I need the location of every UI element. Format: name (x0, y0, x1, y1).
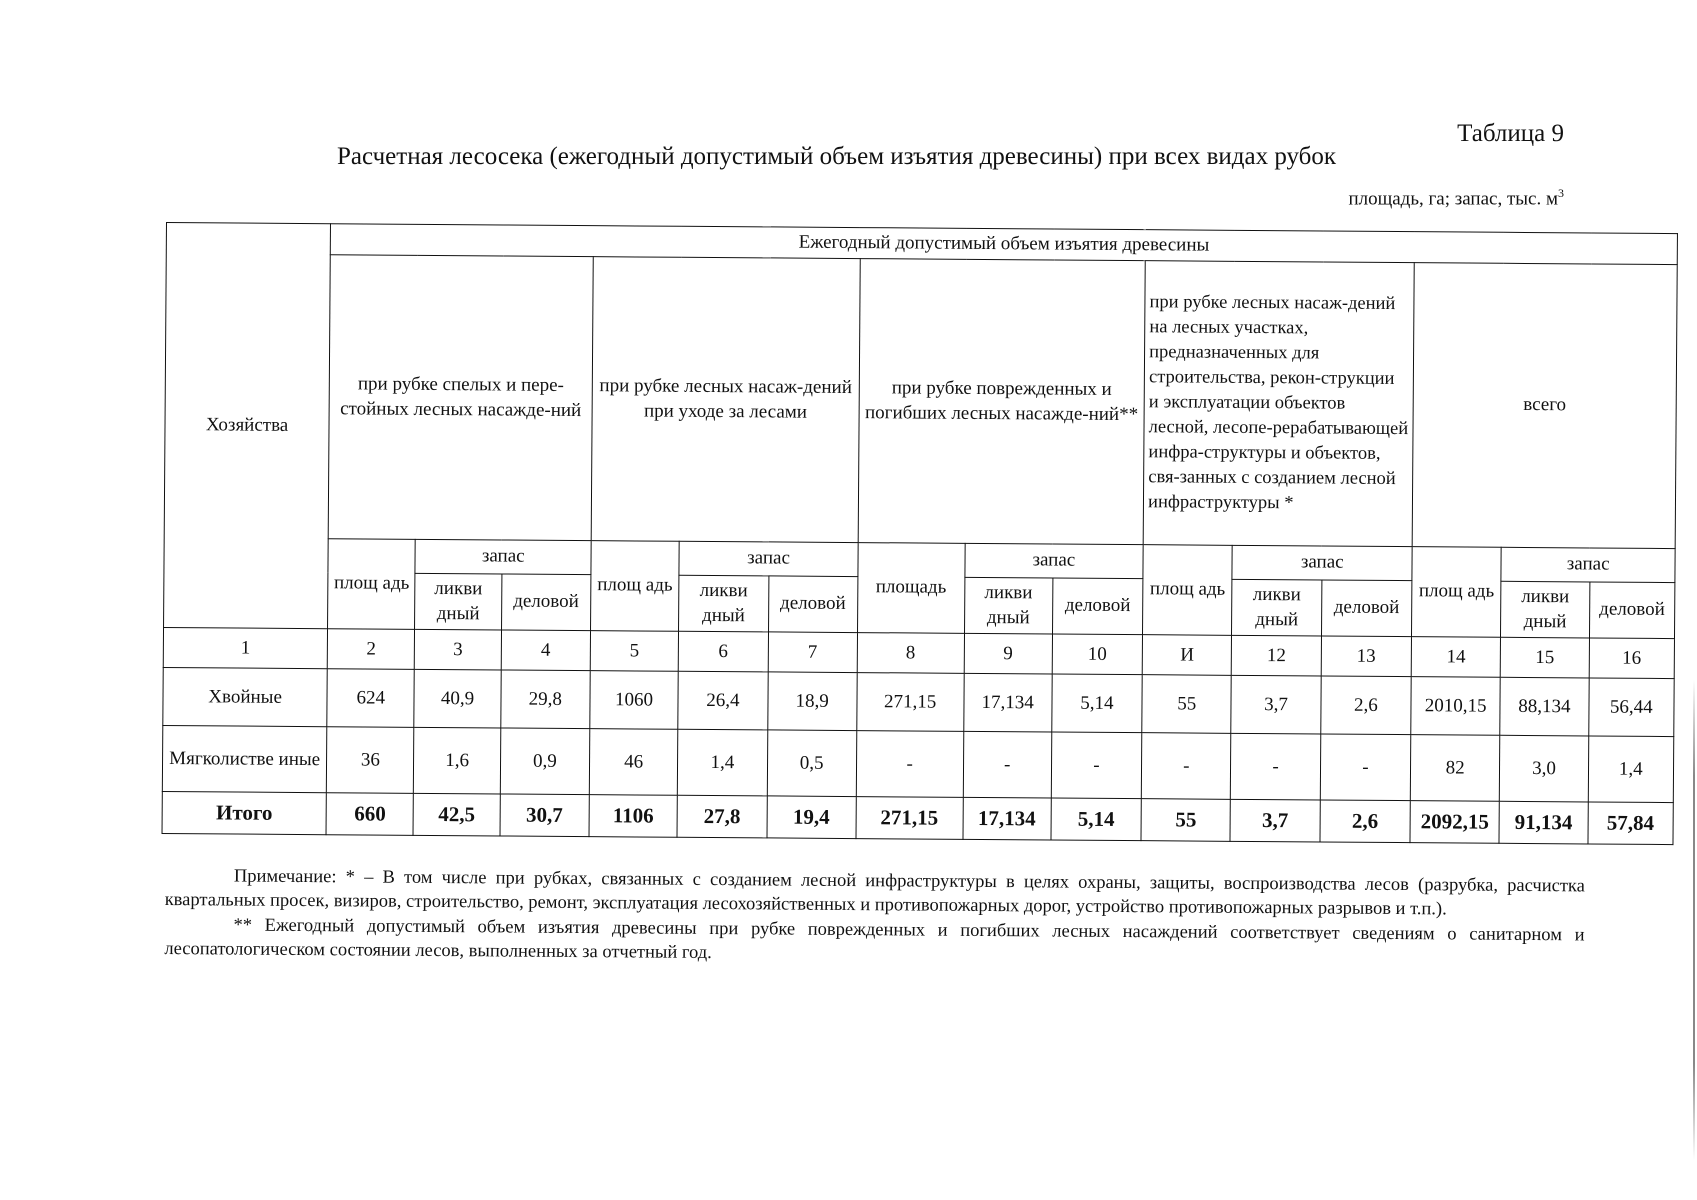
table-cell: 5,14 (1052, 674, 1143, 733)
header-area: площ адь (590, 540, 679, 631)
total-cell: 91,134 (1499, 801, 1588, 844)
notes-section (164, 864, 1585, 972)
total-cell: 17,134 (963, 797, 1052, 840)
table-cell: 46 (589, 729, 678, 796)
table-cell: - (1051, 732, 1142, 799)
header-commercial: деловой (1052, 578, 1143, 635)
header-liquid: ликви дный (679, 575, 769, 632)
header-liquid: ликви дный (1232, 579, 1322, 636)
column-number: 10 (1052, 634, 1143, 675)
header-commercial: деловой (1321, 580, 1412, 637)
total-cell: 57,84 (1588, 802, 1674, 845)
table-cell: 29,8 (500, 670, 590, 729)
column-number: 8 (857, 633, 964, 674)
table-row (162, 725, 1673, 802)
header-stock: запас (1232, 545, 1412, 580)
units-caption (1348, 186, 1564, 210)
header-area: площ адь (1412, 546, 1502, 637)
table-cell: 18,9 (767, 672, 857, 731)
total-cell: 3,7 (1230, 799, 1320, 842)
table-cell: 36 (327, 727, 415, 794)
column-number: 15 (1501, 637, 1590, 678)
table-cell: - (856, 730, 963, 797)
table-cell: 17,134 (963, 673, 1052, 732)
column-number: 2 (327, 629, 415, 670)
header-stock: запас (964, 543, 1143, 578)
header-commercial: деловой (501, 574, 591, 631)
table-cell: 3,7 (1231, 675, 1321, 734)
table-cell: 1,4 (1588, 736, 1674, 803)
table-cell: 82 (1410, 735, 1500, 802)
column-number: 6 (678, 631, 768, 672)
total-cell: 55 (1141, 799, 1231, 842)
row-label: Итого (162, 791, 327, 834)
table-cell: 2010,15 (1411, 677, 1501, 736)
column-number: 1 (163, 627, 328, 668)
total-cell: 660 (326, 793, 414, 836)
table-cell: 88,134 (1500, 677, 1589, 736)
table-cell: 55 (1142, 675, 1232, 734)
total-cell: 2092,15 (1410, 801, 1500, 844)
header-section-total: всего (1412, 262, 1677, 548)
header-stock: запас (679, 541, 858, 576)
table-cell: 0,9 (500, 728, 590, 795)
note-paragraph: ** Ежегодный допустимый объем изъятия древесины при рубке поврежденных и погибших лесных насаждений соответствует сведениям о санитарном и лесопатологическом состоянии лесов, выполненных за отчетный год. (164, 915, 1585, 964)
table-cell: 0,5 (767, 730, 857, 797)
column-number: 13 (1321, 636, 1412, 677)
table-cell: - (1320, 734, 1411, 801)
column-number: 5 (590, 631, 679, 672)
column-number: 12 (1232, 635, 1322, 676)
units-superscript: 3 (1558, 186, 1564, 200)
note-paragraph: Примечание: * – В том числе при рубках, связанных с созданием лесной инфраструктуры в целях охраны, защиты, воспроизводства лесов (разрубка, расчистка квартальных просек, визиров, строительство, ремонт, эксплуатация лесохозяйственных и противопожарных дорог, устройство противопожарных разрывов и т.п.). (164, 866, 1585, 920)
row-label: Мягколистве иные (162, 725, 327, 792)
header-area: площ адь (1143, 544, 1233, 635)
table-cell: 1060 (590, 671, 679, 730)
column-number: 3 (415, 629, 501, 670)
table-cell: 3,0 (1500, 735, 1589, 802)
allowable-cut-table (162, 222, 1678, 845)
table-cell: 56,44 (1588, 678, 1674, 737)
total-cell: 19,4 (767, 796, 857, 839)
table-cell: 1,6 (414, 727, 501, 794)
table-cell: - (963, 731, 1052, 798)
header-commercial: деловой (1589, 582, 1675, 639)
header-section-damaged: при рубке поврежденных и погибших лесных насажде-ний** (858, 258, 1145, 544)
header-commercial: деловой (768, 576, 858, 633)
header-liquid: ликви дный (964, 577, 1053, 634)
total-cell: 271,15 (856, 796, 963, 839)
total-cell: 27,8 (677, 795, 767, 838)
column-number: 4 (501, 630, 591, 671)
header-liquid: ликви дный (415, 573, 502, 630)
table-cell: 26,4 (678, 671, 768, 730)
header-stock: запас (415, 539, 591, 574)
header-liquid: ликви дный (1501, 581, 1590, 638)
column-number: 16 (1589, 638, 1675, 679)
scan-edge-line (1693, 680, 1695, 1160)
table-cell: 1,4 (678, 729, 768, 796)
table-container (162, 222, 1678, 845)
table-title: Расчетная лесосека (ежегодный допустимый объем изъятия древесины) при всех видах рубок (337, 143, 1337, 170)
total-cell: 5,14 (1051, 798, 1142, 841)
column-number: 14 (1411, 637, 1501, 678)
table-cell: - (1231, 733, 1321, 800)
total-cell: 2,6 (1320, 800, 1411, 843)
header-group: Ежегодный допустимый объем изъятия древесины (330, 224, 1677, 265)
column-number: 9 (964, 633, 1053, 674)
table-number: Таблица 9 (1457, 120, 1564, 147)
table-cell: 624 (327, 669, 415, 728)
table-cell: 271,15 (857, 672, 964, 731)
header-area: площадь (857, 542, 964, 633)
total-cell: 30,7 (500, 794, 590, 837)
header-area: площ адь (328, 538, 416, 629)
header-section-mature: при рубке спелых и пере-стойных лесных насажде-ний (328, 254, 593, 540)
table-cell: 2,6 (1320, 676, 1411, 735)
row-label: Хвойные (163, 667, 328, 726)
header-farm: Хозяйства (164, 223, 331, 629)
total-cell: 42,5 (413, 793, 500, 836)
column-number: 7 (768, 632, 858, 673)
table-cell: - (1141, 733, 1231, 800)
header-stock: запас (1501, 547, 1675, 582)
column-number: И (1142, 635, 1232, 676)
header-section-care: при рубке лесных насаж-дений при уходе за лесами (591, 256, 860, 542)
total-cell: 1106 (589, 795, 678, 838)
table-cell: 40,9 (414, 669, 501, 728)
header-section-construction: при рубке лесных насаж-дений на лесных участках, предназначенных для строительства, рекон-струкции и эксплуатации объектов лесной, лесопе-рерабатывающей инфра-структуры и объектов, свя-занных с созданием лесной инфраструктуры * (1143, 260, 1414, 546)
units-text: площадь, га; запас, тыс. м (1348, 188, 1558, 210)
